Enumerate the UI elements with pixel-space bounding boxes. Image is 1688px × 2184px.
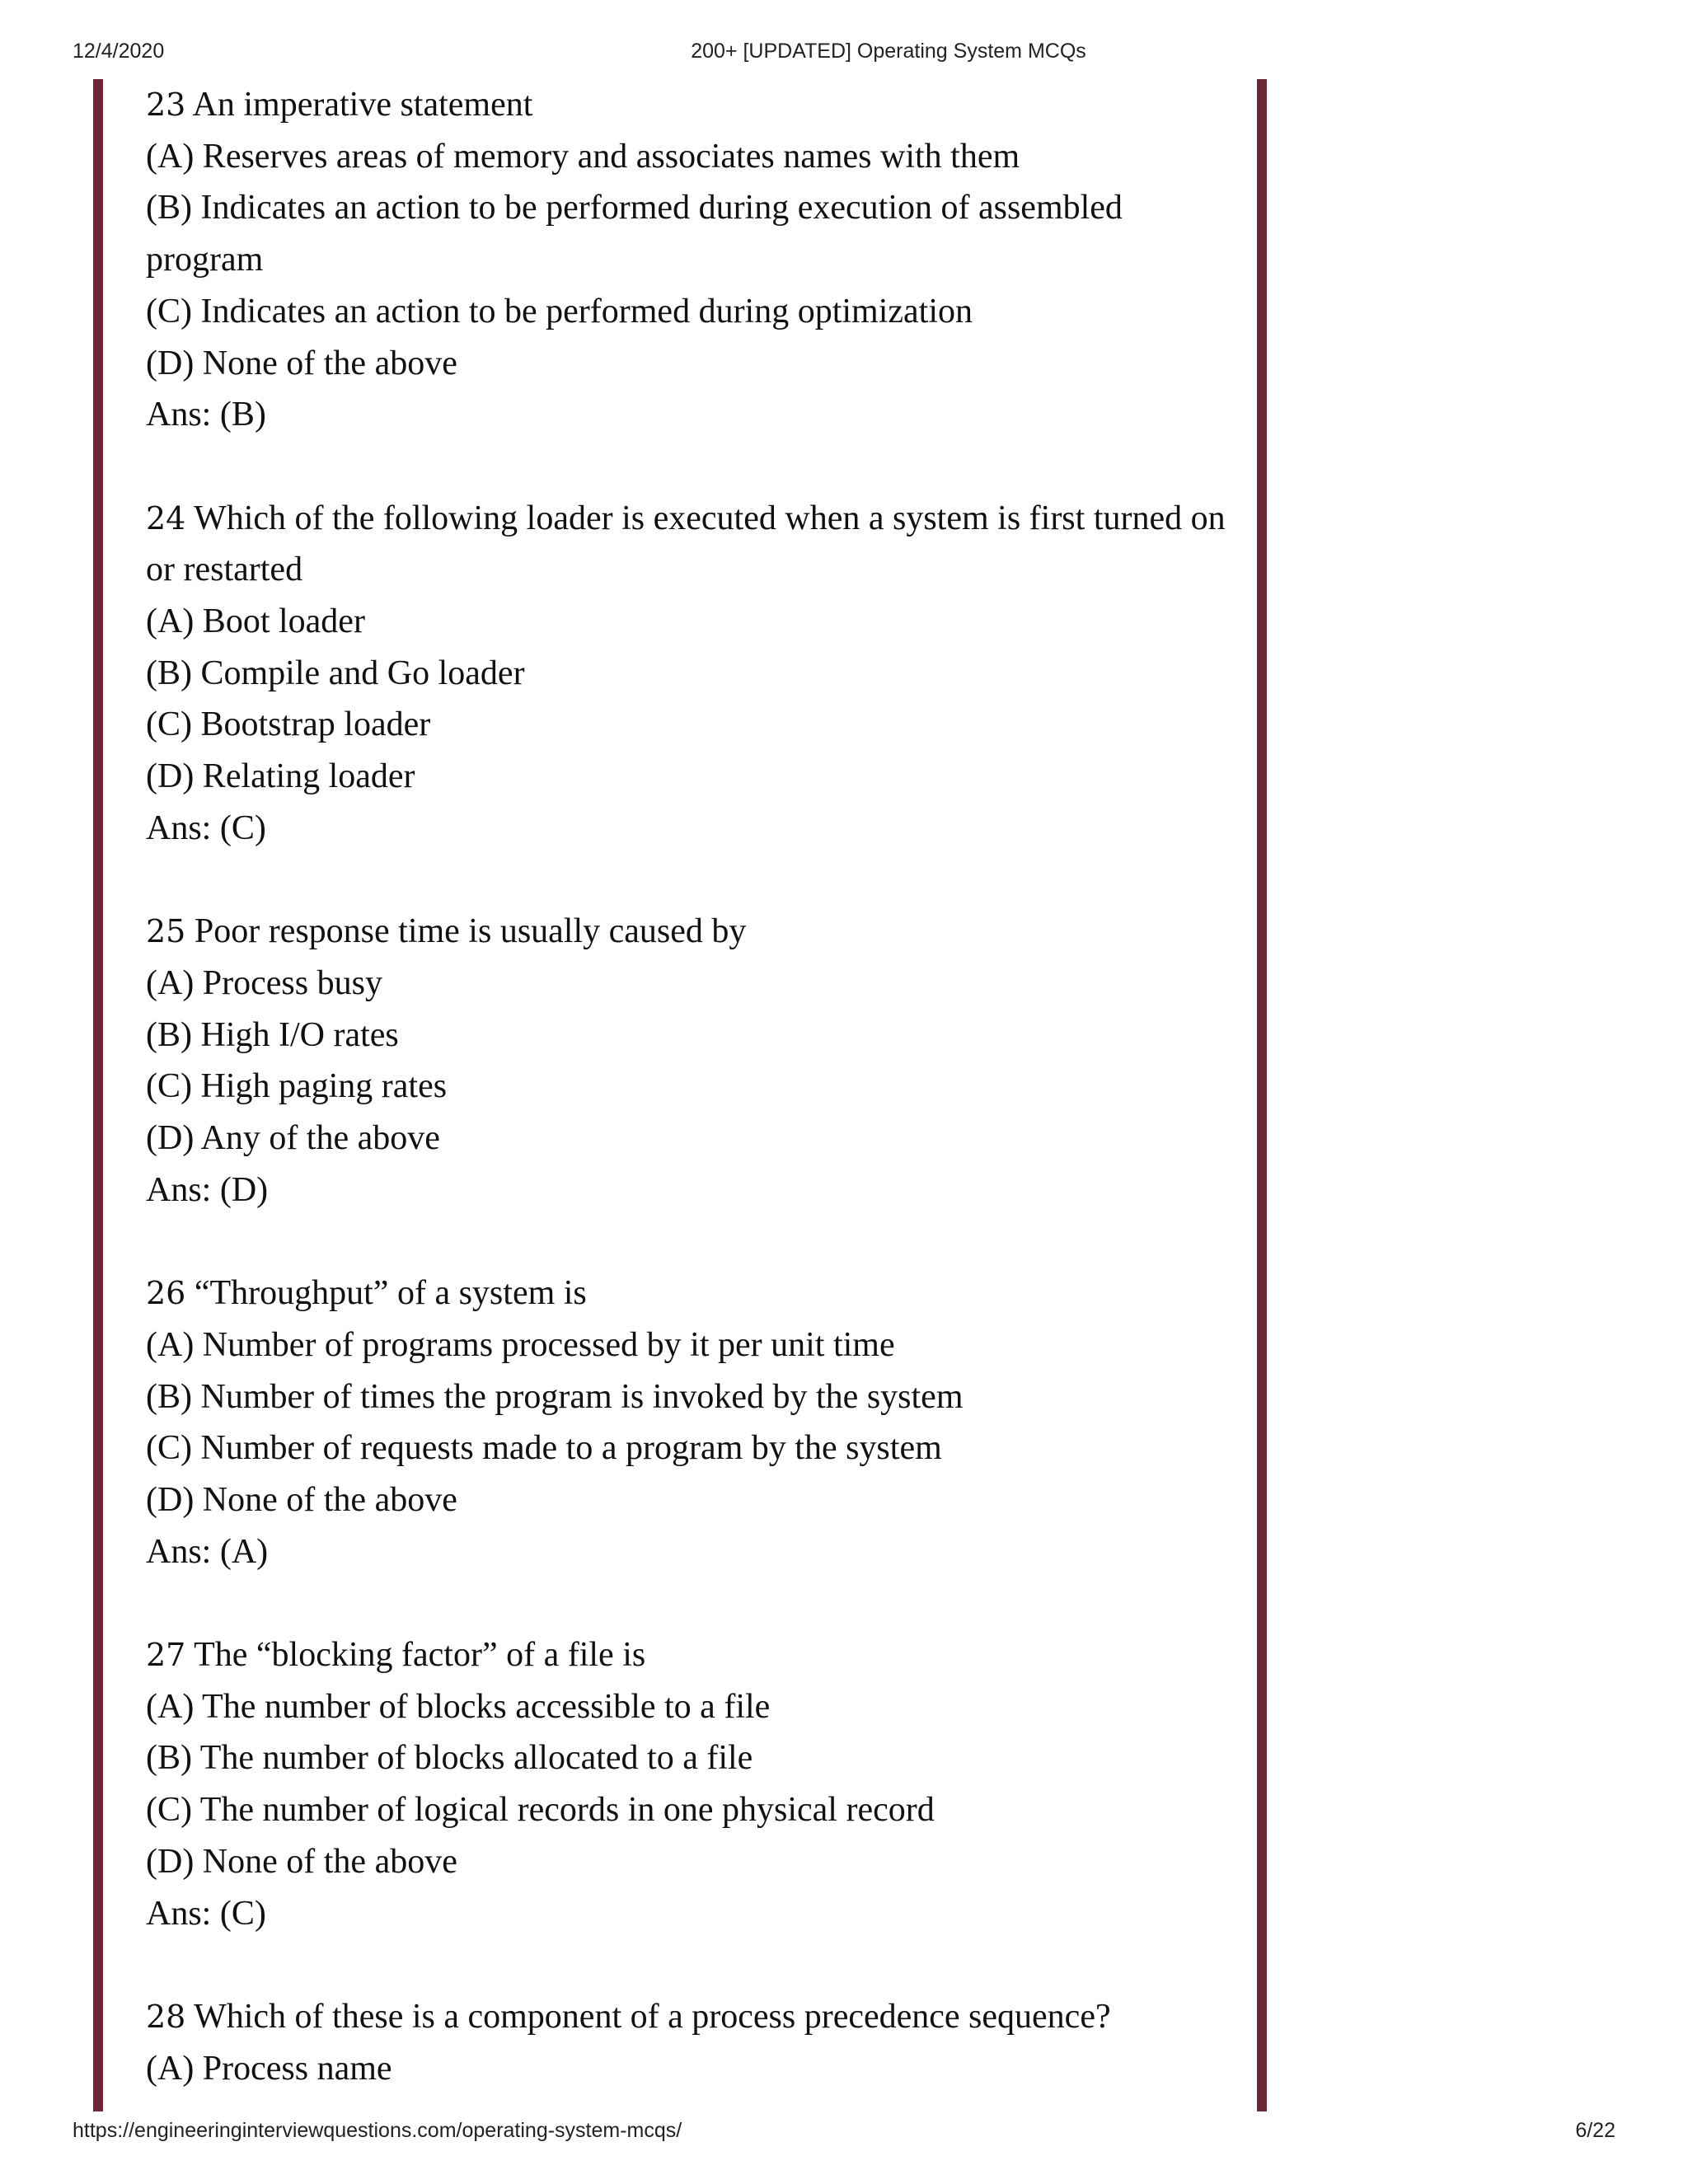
page-url: https://engineeringinterviewquestions.com/operating-system-mcqs/ <box>73 2119 682 2142</box>
option-a: (A) Number of programs processed by it per unit time <box>146 1325 895 1364</box>
print-date: 12/4/2020 <box>73 40 165 63</box>
print-footer <box>0 2119 1688 2147</box>
option-c: (C) Bootstrap loader <box>146 705 431 744</box>
option-b: (B) Number of times the program is invoked by the system <box>146 1377 964 1416</box>
option-b: (B) High I/O rates <box>146 1015 399 1054</box>
page-number: 6/22 <box>1575 2119 1615 2142</box>
question-stem: Which of these is a component of a process precedence sequence? <box>194 1997 1111 2036</box>
print-header <box>0 40 1688 68</box>
mcq-item <box>146 1629 1240 1939</box>
question-text <box>146 906 1240 958</box>
document-title: 200+ [UPDATED] Operating System MCQs <box>691 40 1086 63</box>
question-number: 26 <box>146 1275 186 1312</box>
option-c: (C) The number of logical records in one physical record <box>146 1791 935 1830</box>
question-number: 24 <box>146 499 186 537</box>
question-number: 23 <box>146 87 186 123</box>
option-d: (D) Relating loader <box>146 757 415 796</box>
option-c: (C) High paging rates <box>146 1067 448 1106</box>
question-number: 28 <box>146 1998 186 2035</box>
answer: Ans: (C) <box>146 808 266 847</box>
option-a: (A) Process name <box>146 2049 392 2088</box>
option-d: (D) None of the above <box>146 344 457 382</box>
option-a: (A) Boot loader <box>146 602 365 641</box>
mcq-item <box>146 79 1240 441</box>
question-stem: Which of the following loader is executed when a system is first turned on or restarted <box>146 499 1226 589</box>
answer: Ans: (B) <box>146 396 266 434</box>
question-stem: Poor response time is usually caused by <box>194 912 747 951</box>
mcq-list <box>146 79 1240 2146</box>
mcq-item <box>146 1991 1240 2094</box>
option-a: (A) The number of blocks accessible to a file <box>146 1687 771 1726</box>
option-a: (A) Reserves areas of memory and associates names with them <box>146 137 1020 176</box>
option-d: (D) Any of the above <box>146 1119 440 1158</box>
answer: Ans: (C) <box>146 1894 266 1933</box>
mcq-item <box>146 493 1240 855</box>
answer: Ans: (D) <box>146 1170 269 1209</box>
content-frame <box>93 79 1267 2111</box>
question-number: 25 <box>146 913 186 950</box>
question-text <box>146 493 1240 596</box>
option-a: (A) Process busy <box>146 963 382 1002</box>
question-stem: “Throughput” of a system is <box>194 1274 587 1313</box>
question-text <box>146 79 1240 131</box>
option-c: (C) Number of requests made to a program by the system <box>146 1429 942 1468</box>
option-c: (C) Indicates an action to be performed during optimization <box>146 292 973 330</box>
question-stem: The “blocking factor” of a file is <box>194 1636 646 1675</box>
question-stem: An imperative statement <box>192 86 533 124</box>
mcq-item <box>146 906 1240 1216</box>
question-text <box>146 1991 1240 2043</box>
option-b: (B) The number of blocks allocated to a file <box>146 1739 753 1778</box>
mcq-item <box>146 1268 1240 1577</box>
option-d: (D) None of the above <box>146 1842 457 1881</box>
answer: Ans: (A) <box>146 1532 269 1571</box>
question-text <box>146 1629 1240 1681</box>
option-b: (B) Indicates an action to be performed during execution of assembled program <box>146 189 1123 279</box>
question-text <box>146 1268 1240 1319</box>
option-b: (B) Compile and Go loader <box>146 654 525 692</box>
option-d: (D) None of the above <box>146 1480 457 1519</box>
question-number: 27 <box>146 1637 186 1674</box>
